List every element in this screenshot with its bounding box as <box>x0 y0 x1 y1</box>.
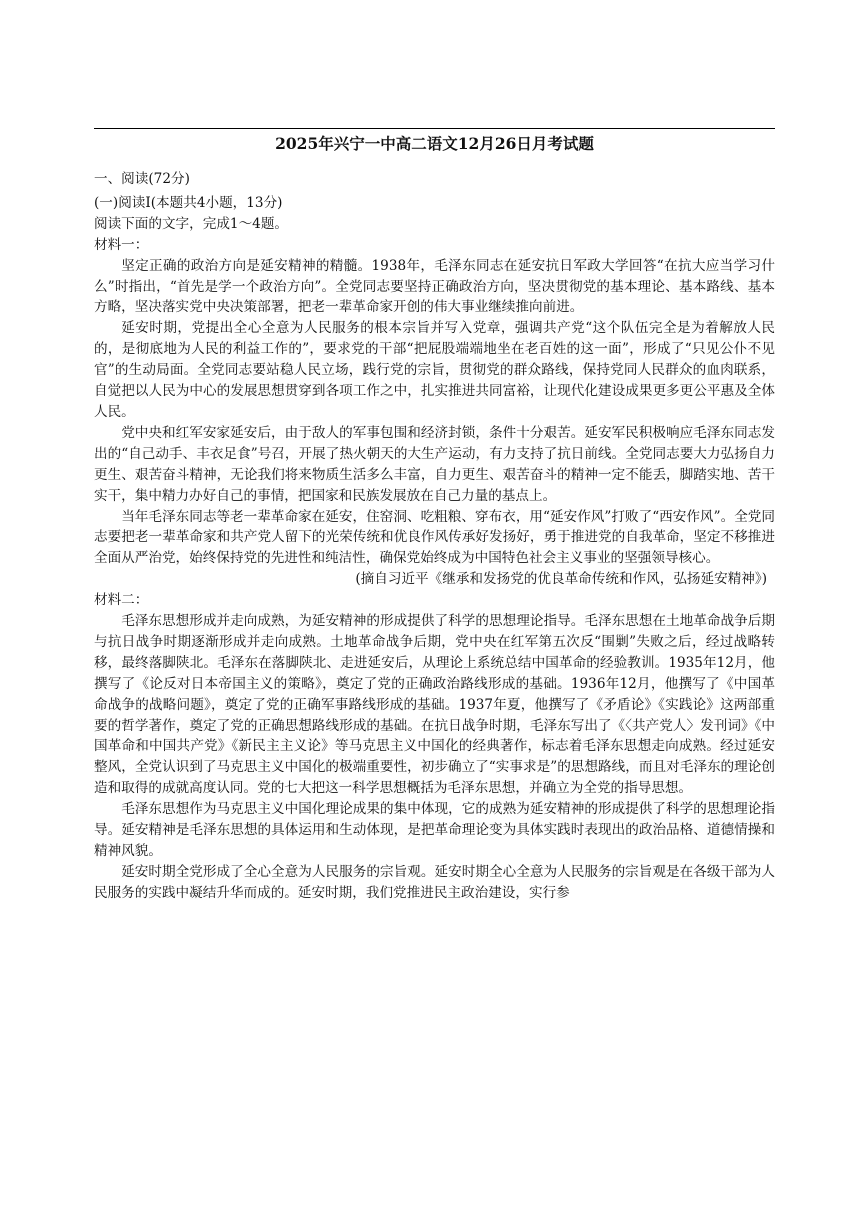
section-heading: 一、阅读(72分) <box>94 171 190 187</box>
paragraph: 坚定正确的政治方向是延安精神的精髓。1938年，毛泽东同志在延安抗日军政大学回答“在抗大应当学习什么”时指出，“首先是学一个政治方向”。全党同志要坚持正确政治方向，坚决贯彻党的基本理论、基本路线、基本方略，坚决落实党中央决策部署，把老一辈革命家开创的伟大事业继续推向前进。 <box>94 257 775 316</box>
paragraph: 延安时期全党形成了全心全意为人民服务的宗旨观。延安时期全心全意为人民服务的宗旨观是在各级干部为人民服务的实践中凝结升华而成的。延安时期，我们党推进民主政治建设，实行参 <box>94 863 775 901</box>
subsection-heading: (一)阅读Ⅰ(本题共4小题，13分) <box>94 194 283 211</box>
paragraph: 当年毛泽东同志等老一辈革命家在延安，住窑洞、吃粗粮、穿布衣，用“延安作风”打败了“西安作风”。全党同志要把老一辈革命家和共产党人留下的光荣传统和优良作风传承好发扬好，勇于推进党的自我革命，坚定不移推进全面从严治党，始终保持党的先进性和纯洁性，确保党始终成为中国特色社会主义事业的坚强领导核心。 <box>94 508 775 567</box>
instruction-text: 阅读下面的文字，完成1～4题。 <box>94 215 289 232</box>
document-body <box>94 169 775 904</box>
page-title: 2025年兴宁一中高二语文12月26日月考试题 <box>275 134 594 153</box>
paragraph: 毛泽东思想形成并走向成熟，为延安精神的形成提供了科学的思想理论指导。毛泽东思想在土地革命战争后期与抗日战争时期逐渐形成并走向成熟。土地革命战争后期，党中央在红军第五次反“围剿”失败之后，经过战略转移，最终落脚陕北。毛泽东在落脚陕北、走进延安后，从理论上系统总结中国革命的经验教训。1935年12月，他撰写了《论反对日本帝国主义的策略》，奠定了党的正确政治路线形成的基础。1936年12月，他撰写了《中国革命战争的战略问题》，奠定了党的正确军事路线形成的基础。1937年夏，他撰写了《矛盾论》《实践论》这两部重要的哲学著作，奠定了党的正确思想路线形成的基础。在抗日战争时期，毛泽东写出了《〈共产党人〉发刊词》《中国革命和中国共产党》《新民主主义论》等马克思主义中国化的经典著作，标志着毛泽东思想走向成熟。经过延安整风，全党认识到了马克思主义中国化的极端重要性，初步确立了“实事求是”的思想路线，而且对毛泽东的理论创造和取得的成就高度认同。党的七大把这一科学思想概括为毛泽东思想，并确立为全党的指导思想。 <box>94 613 775 797</box>
material-label: 材料二： <box>94 592 149 609</box>
material-label: 材料一： <box>94 236 149 253</box>
paragraph: 延安时期，党提出全心全意为人民服务的根本宗旨并写入党章，强调共产党“这个队伍完全是为着解放人民的，是彻底地为人民的利益工作的”，要求党的干部“把屁股端端地坐在老百姓的这一面”，形成了“只见公仆不见官”的生动局面。全党同志要站稳人民立场，践行党的宗旨，贯彻党的群众路线，保持党同人民群众的血肉联系，自觉把以人民为中心的发展思想贯穿到各项工作之中，扎实推进共同富裕，让现代化建设成果更多更公平惠及全体人民。 <box>94 320 775 420</box>
paragraph: 党中央和红军安家延安后，由于敌人的军事包围和经济封锁，条件十分艰苦。延安军民积极响应毛泽东同志发出的“自己动手、丰衣足食”号召，开展了热火朝天的大生产运动，有力支持了抗日前线。全党同志要大力弘扬自力更生、艰苦奋斗精神，无论我们将来物质生活多么丰富，自力更生、艰苦奋斗的精神一定不能丢，脚踏实地、苦干实干，集中精力办好自己的事情，把国家和民族发展放在自己力量的基点上。 <box>94 424 775 504</box>
header-rule <box>94 128 775 129</box>
source-citation: (摘自习近平《继承和发扬党的优良革命传统和作风，弘扬延安精神》) <box>355 571 767 588</box>
paragraph: 毛泽东思想作为马克思主义中国化理论成果的集中体现，它的成熟为延安精神的形成提供了科学的思想理论指导。延安精神是毛泽东思想的具体运用和生动体现，是把革命理论变为具体实践时表现出的政治品格、道德情操和精神风貌。 <box>94 801 775 859</box>
